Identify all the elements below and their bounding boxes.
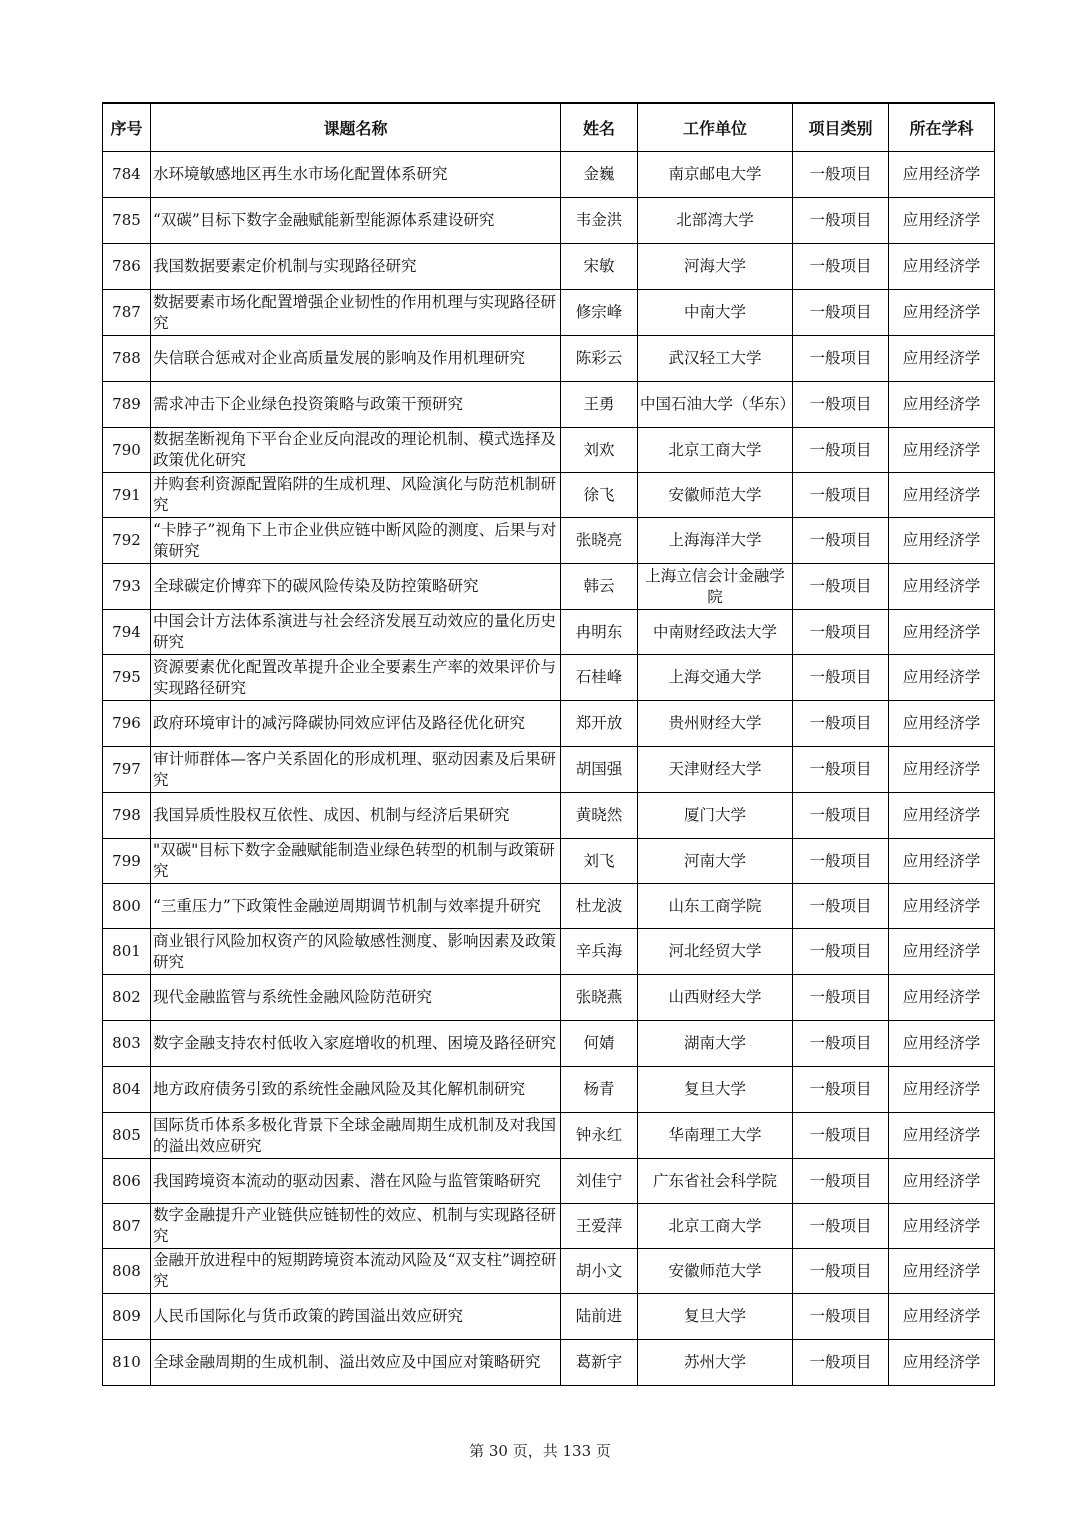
row-name: 辛兵海 [561, 929, 638, 975]
row-title: 资源要素优化配置改革提升企业全要素生产率的效果评价与实现路径研究 [151, 655, 561, 701]
table-row [103, 152, 995, 198]
row-subject: 应用经济学 [889, 975, 995, 1021]
row-number: 795 [103, 655, 151, 701]
row-name: 刘欢 [561, 428, 638, 473]
project-table [102, 102, 995, 1386]
row-number: 787 [103, 290, 151, 336]
header-subject: 所在学科 [889, 103, 995, 152]
row-title: 商业银行风险加权资产的风险敏感性测度、影响因素及政策研究 [151, 929, 561, 975]
row-number: 802 [103, 975, 151, 1021]
row-number: 809 [103, 1294, 151, 1340]
row-type: 一般项目 [793, 198, 889, 244]
row-unit: 安徽师范大学 [638, 473, 793, 518]
header-name: 姓名 [561, 103, 638, 152]
row-name: 胡国强 [561, 747, 638, 793]
row-subject: 应用经济学 [889, 473, 995, 518]
row-subject: 应用经济学 [889, 564, 995, 610]
row-subject: 应用经济学 [889, 152, 995, 198]
row-name: 何婧 [561, 1021, 638, 1067]
row-number: 799 [103, 839, 151, 884]
row-unit: 中南财经政法大学 [638, 610, 793, 655]
row-unit: 河海大学 [638, 244, 793, 290]
row-title: 我国跨境资本流动的驱动因素、潜在风险与监管策略研究 [151, 1159, 561, 1204]
row-subject: 应用经济学 [889, 884, 995, 929]
row-unit: 中国石油大学（华东） [638, 382, 793, 428]
row-type: 一般项目 [793, 747, 889, 793]
row-subject: 应用经济学 [889, 1021, 995, 1067]
row-subject: 应用经济学 [889, 929, 995, 975]
row-title: “卡脖子”视角下上市企业供应链中断风险的测度、后果与对策研究 [151, 518, 561, 564]
table-row [103, 793, 995, 839]
row-number: 805 [103, 1113, 151, 1159]
table-row [103, 290, 995, 336]
row-unit: 厦门大学 [638, 793, 793, 839]
table-row [103, 655, 995, 701]
table-row [103, 382, 995, 428]
table-row [103, 1204, 995, 1249]
row-name: 郑开放 [561, 701, 638, 747]
row-number: 792 [103, 518, 151, 564]
row-number: 800 [103, 884, 151, 929]
row-unit: 复旦大学 [638, 1067, 793, 1113]
row-name: 杜龙波 [561, 884, 638, 929]
table-header [103, 103, 995, 152]
row-unit: 贵州财经大学 [638, 701, 793, 747]
row-name: 王勇 [561, 382, 638, 428]
row-number: 807 [103, 1204, 151, 1249]
row-number: 789 [103, 382, 151, 428]
row-unit: 中南大学 [638, 290, 793, 336]
row-type: 一般项目 [793, 428, 889, 473]
row-type: 一般项目 [793, 290, 889, 336]
row-unit: 复旦大学 [638, 1294, 793, 1340]
row-type: 一般项目 [793, 1294, 889, 1340]
row-type: 一般项目 [793, 1159, 889, 1204]
row-name: 徐飞 [561, 473, 638, 518]
row-title: 数字金融提升产业链供应链韧性的效应、机制与实现路径研究 [151, 1204, 561, 1249]
row-subject: 应用经济学 [889, 518, 995, 564]
row-unit: 广东省社会科学院 [638, 1159, 793, 1204]
table-row [103, 336, 995, 382]
row-type: 一般项目 [793, 793, 889, 839]
row-number: 793 [103, 564, 151, 610]
table-row [103, 839, 995, 884]
row-number: 784 [103, 152, 151, 198]
table-body [103, 152, 995, 1386]
page-number: 第 30 页，共 133 页 [469, 1442, 611, 1460]
row-subject: 应用经济学 [889, 1067, 995, 1113]
row-title: 并购套利资源配置陷阱的生成机理、风险演化与防范机制研究 [151, 473, 561, 518]
row-type: 一般项目 [793, 839, 889, 884]
row-unit: 上海立信会计金融学院 [638, 564, 793, 610]
row-type: 一般项目 [793, 518, 889, 564]
row-subject: 应用经济学 [889, 747, 995, 793]
row-title: 水环境敏感地区再生水市场化配置体系研究 [151, 152, 561, 198]
row-name: 宋敏 [561, 244, 638, 290]
row-name: 钟永红 [561, 1113, 638, 1159]
table-row [103, 701, 995, 747]
row-title: 金融开放进程中的短期跨境资本流动风险及“双支柱”调控研究 [151, 1249, 561, 1294]
row-type: 一般项目 [793, 244, 889, 290]
row-name: 韦金洪 [561, 198, 638, 244]
row-subject: 应用经济学 [889, 290, 995, 336]
row-subject: 应用经济学 [889, 701, 995, 747]
row-title: 国际货币体系多极化背景下全球金融周期生成机制及对我国的溢出效应研究 [151, 1113, 561, 1159]
row-name: 王爱萍 [561, 1204, 638, 1249]
row-name: 杨青 [561, 1067, 638, 1113]
row-type: 一般项目 [793, 473, 889, 518]
table-row [103, 564, 995, 610]
row-name: 黄晓然 [561, 793, 638, 839]
row-number: 808 [103, 1249, 151, 1294]
row-number: 806 [103, 1159, 151, 1204]
table-row [103, 428, 995, 473]
row-type: 一般项目 [793, 975, 889, 1021]
row-subject: 应用经济学 [889, 428, 995, 473]
row-title: “三重压力”下政策性金融逆周期调节机制与效率提升研究 [151, 884, 561, 929]
row-unit: 北部湾大学 [638, 198, 793, 244]
row-unit: 南京邮电大学 [638, 152, 793, 198]
table-row [103, 1021, 995, 1067]
row-unit: 北京工商大学 [638, 428, 793, 473]
row-unit: 上海海洋大学 [638, 518, 793, 564]
row-number: 803 [103, 1021, 151, 1067]
row-title: 需求冲击下企业绿色投资策略与政策干预研究 [151, 382, 561, 428]
row-name: 陆前进 [561, 1294, 638, 1340]
row-title: 失信联合惩戒对企业高质量发展的影响及作用机理研究 [151, 336, 561, 382]
row-unit: 山东工商学院 [638, 884, 793, 929]
row-unit: 安徽师范大学 [638, 1249, 793, 1294]
header-type: 项目类别 [793, 103, 889, 152]
row-type: 一般项目 [793, 929, 889, 975]
table-row [103, 1067, 995, 1113]
row-number: 794 [103, 610, 151, 655]
row-subject: 应用经济学 [889, 198, 995, 244]
row-number: 788 [103, 336, 151, 382]
row-subject: 应用经济学 [889, 1340, 995, 1386]
row-unit: 上海交通大学 [638, 655, 793, 701]
row-title: 中国会计方法体系演进与社会经济发展互动效应的量化历史研究 [151, 610, 561, 655]
row-title: 我国数据要素定价机制与实现路径研究 [151, 244, 561, 290]
table-row [103, 518, 995, 564]
row-number: 810 [103, 1340, 151, 1386]
row-title: 审计师群体—客户关系固化的形成机理、驱动因素及后果研究 [151, 747, 561, 793]
row-number: 801 [103, 929, 151, 975]
table-row [103, 610, 995, 655]
row-number: 785 [103, 198, 151, 244]
row-subject: 应用经济学 [889, 610, 995, 655]
row-unit: 天津财经大学 [638, 747, 793, 793]
row-number: 797 [103, 747, 151, 793]
row-name: 冉明东 [561, 610, 638, 655]
row-title: 数据垄断视角下平台企业反向混改的理论机制、模式选择及政策优化研究 [151, 428, 561, 473]
row-subject: 应用经济学 [889, 382, 995, 428]
row-subject: 应用经济学 [889, 244, 995, 290]
row-type: 一般项目 [793, 382, 889, 428]
row-type: 一般项目 [793, 336, 889, 382]
table-row [103, 975, 995, 1021]
row-type: 一般项目 [793, 564, 889, 610]
row-name: 石桂峰 [561, 655, 638, 701]
header-unit: 工作单位 [638, 103, 793, 152]
row-title: "双碳"目标下数字金融赋能制造业绿色转型的机制与政策研究 [151, 839, 561, 884]
row-number: 798 [103, 793, 151, 839]
table-row [103, 929, 995, 975]
row-number: 804 [103, 1067, 151, 1113]
row-type: 一般项目 [793, 701, 889, 747]
row-name: 修宗峰 [561, 290, 638, 336]
table-row [103, 198, 995, 244]
row-type: 一般项目 [793, 1067, 889, 1113]
row-type: 一般项目 [793, 1249, 889, 1294]
row-title: 数字金融支持农村低收入家庭增收的机理、困境及路径研究 [151, 1021, 561, 1067]
table-row [103, 747, 995, 793]
row-unit: 华南理工大学 [638, 1113, 793, 1159]
row-name: 陈彩云 [561, 336, 638, 382]
row-subject: 应用经济学 [889, 336, 995, 382]
row-type: 一般项目 [793, 655, 889, 701]
row-subject: 应用经济学 [889, 839, 995, 884]
row-title: 全球碳定价博弈下的碳风险传染及防控策略研究 [151, 564, 561, 610]
row-type: 一般项目 [793, 1113, 889, 1159]
row-subject: 应用经济学 [889, 1204, 995, 1249]
row-name: 刘佳宁 [561, 1159, 638, 1204]
row-number: 796 [103, 701, 151, 747]
row-type: 一般项目 [793, 610, 889, 655]
row-subject: 应用经济学 [889, 1113, 995, 1159]
row-subject: 应用经济学 [889, 1249, 995, 1294]
table-row [103, 1249, 995, 1294]
table-row [103, 473, 995, 518]
row-type: 一般项目 [793, 1021, 889, 1067]
row-title: 政府环境审计的减污降碳协同效应评估及路径优化研究 [151, 701, 561, 747]
row-unit: 山西财经大学 [638, 975, 793, 1021]
table-row [103, 1340, 995, 1386]
row-unit: 北京工商大学 [638, 1204, 793, 1249]
row-unit: 武汉轻工大学 [638, 336, 793, 382]
row-subject: 应用经济学 [889, 1294, 995, 1340]
row-type: 一般项目 [793, 1204, 889, 1249]
row-number: 790 [103, 428, 151, 473]
row-title: 全球金融周期的生成机制、溢出效应及中国应对策略研究 [151, 1340, 561, 1386]
row-subject: 应用经济学 [889, 1159, 995, 1204]
row-title: 人民币国际化与货币政策的跨国溢出效应研究 [151, 1294, 561, 1340]
row-title: 数据要素市场化配置增强企业韧性的作用机理与实现路径研究 [151, 290, 561, 336]
row-name: 葛新宇 [561, 1340, 638, 1386]
row-unit: 河南大学 [638, 839, 793, 884]
row-subject: 应用经济学 [889, 793, 995, 839]
row-name: 张晓燕 [561, 975, 638, 1021]
row-name: 张晓亮 [561, 518, 638, 564]
row-name: 金巍 [561, 152, 638, 198]
table-row [103, 1294, 995, 1340]
header-no: 序号 [103, 103, 151, 152]
row-type: 一般项目 [793, 884, 889, 929]
table-row [103, 884, 995, 929]
row-name: 胡小文 [561, 1249, 638, 1294]
row-number: 786 [103, 244, 151, 290]
row-unit: 湖南大学 [638, 1021, 793, 1067]
row-number: 791 [103, 473, 151, 518]
row-name: 刘飞 [561, 839, 638, 884]
table-row [103, 244, 995, 290]
row-title: 地方政府债务引致的系统性金融风险及其化解机制研究 [151, 1067, 561, 1113]
row-title: 现代金融监管与系统性金融风险防范研究 [151, 975, 561, 1021]
row-unit: 苏州大学 [638, 1340, 793, 1386]
row-name: 韩云 [561, 564, 638, 610]
table-row [103, 1159, 995, 1204]
row-type: 一般项目 [793, 152, 889, 198]
row-type: 一般项目 [793, 1340, 889, 1386]
table-row [103, 1113, 995, 1159]
row-unit: 河北经贸大学 [638, 929, 793, 975]
row-title: 我国异质性股权互依性、成因、机制与经济后果研究 [151, 793, 561, 839]
row-title: “双碳”目标下数字金融赋能新型能源体系建设研究 [151, 198, 561, 244]
row-subject: 应用经济学 [889, 655, 995, 701]
header-title: 课题名称 [151, 103, 561, 152]
